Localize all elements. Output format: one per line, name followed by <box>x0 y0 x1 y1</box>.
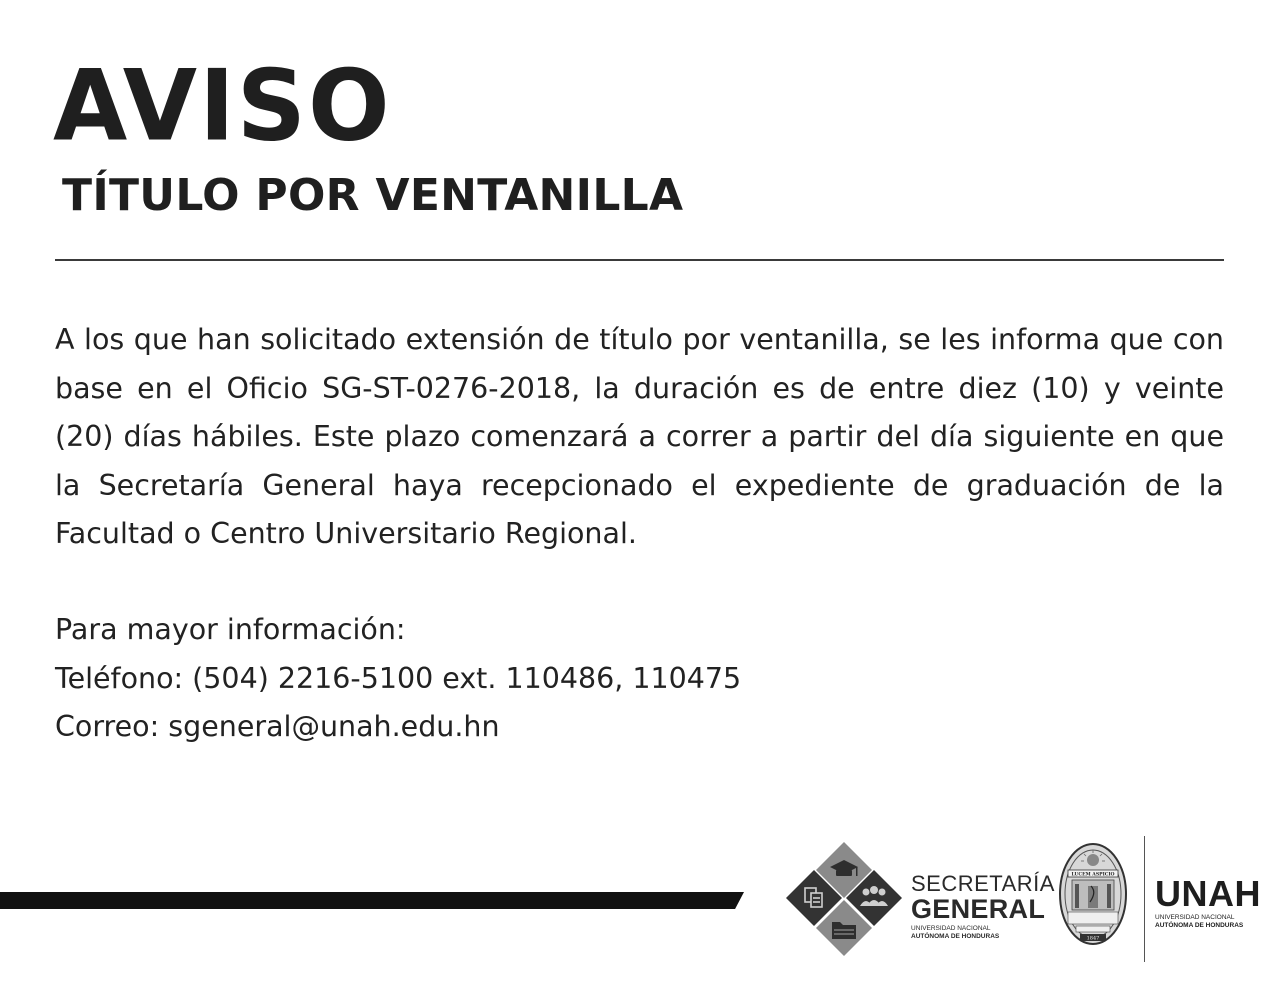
general-label: GENERAL <box>911 894 1046 924</box>
unah-seal-icon <box>1058 842 1128 946</box>
contact-email: Correo: sgeneral@unah.edu.hn <box>55 710 500 743</box>
divider <box>55 259 1224 261</box>
unah-autonoma-line: AUTÓNOMA DE HONDURAS <box>1155 921 1244 929</box>
unah-name: UNAH <box>1155 873 1261 914</box>
decorative-bar <box>0 892 744 909</box>
notice-body: A los que han solicitado extensión de título por ventanilla, se les informa que con base en el Oficio SG-ST-0276-2018, la duración es de entre diez (10) y veinte (20) días hábiles. Este plazo comenzará a correr a partir del día siguiente en que la Secretaría General haya recepcionado el expediente de graduación de la Facultad o Centro Universitario Regional. <box>55 323 1224 550</box>
seal-motto: LUCEM ASPICIO <box>1071 872 1115 878</box>
seal-year: 1847 <box>1086 935 1100 942</box>
secretaria-general-wordmark <box>911 873 1055 940</box>
notice-subtitle: TÍTULO POR VENTANILLA <box>62 170 684 221</box>
secretaria-university-line: UNIVERSIDAD NACIONAL <box>911 925 991 932</box>
contact-block <box>55 606 741 752</box>
secretaria-general-logo-icon <box>784 840 904 958</box>
notice-title: AVISO <box>53 48 392 164</box>
logo-separator <box>1144 836 1145 962</box>
contact-intro: Para mayor información: <box>55 613 406 646</box>
secretaria-label: SECRETARÍA <box>911 871 1055 896</box>
unah-university-line: UNIVERSIDAD NACIONAL <box>1155 914 1235 921</box>
unah-wordmark <box>1155 873 1261 929</box>
contact-phone: Teléfono: (504) 2216-5100 ext. 110486, 110475 <box>55 661 742 695</box>
secretaria-autonoma-line: AUTÓNOMA DE HONDURAS <box>911 932 1000 940</box>
